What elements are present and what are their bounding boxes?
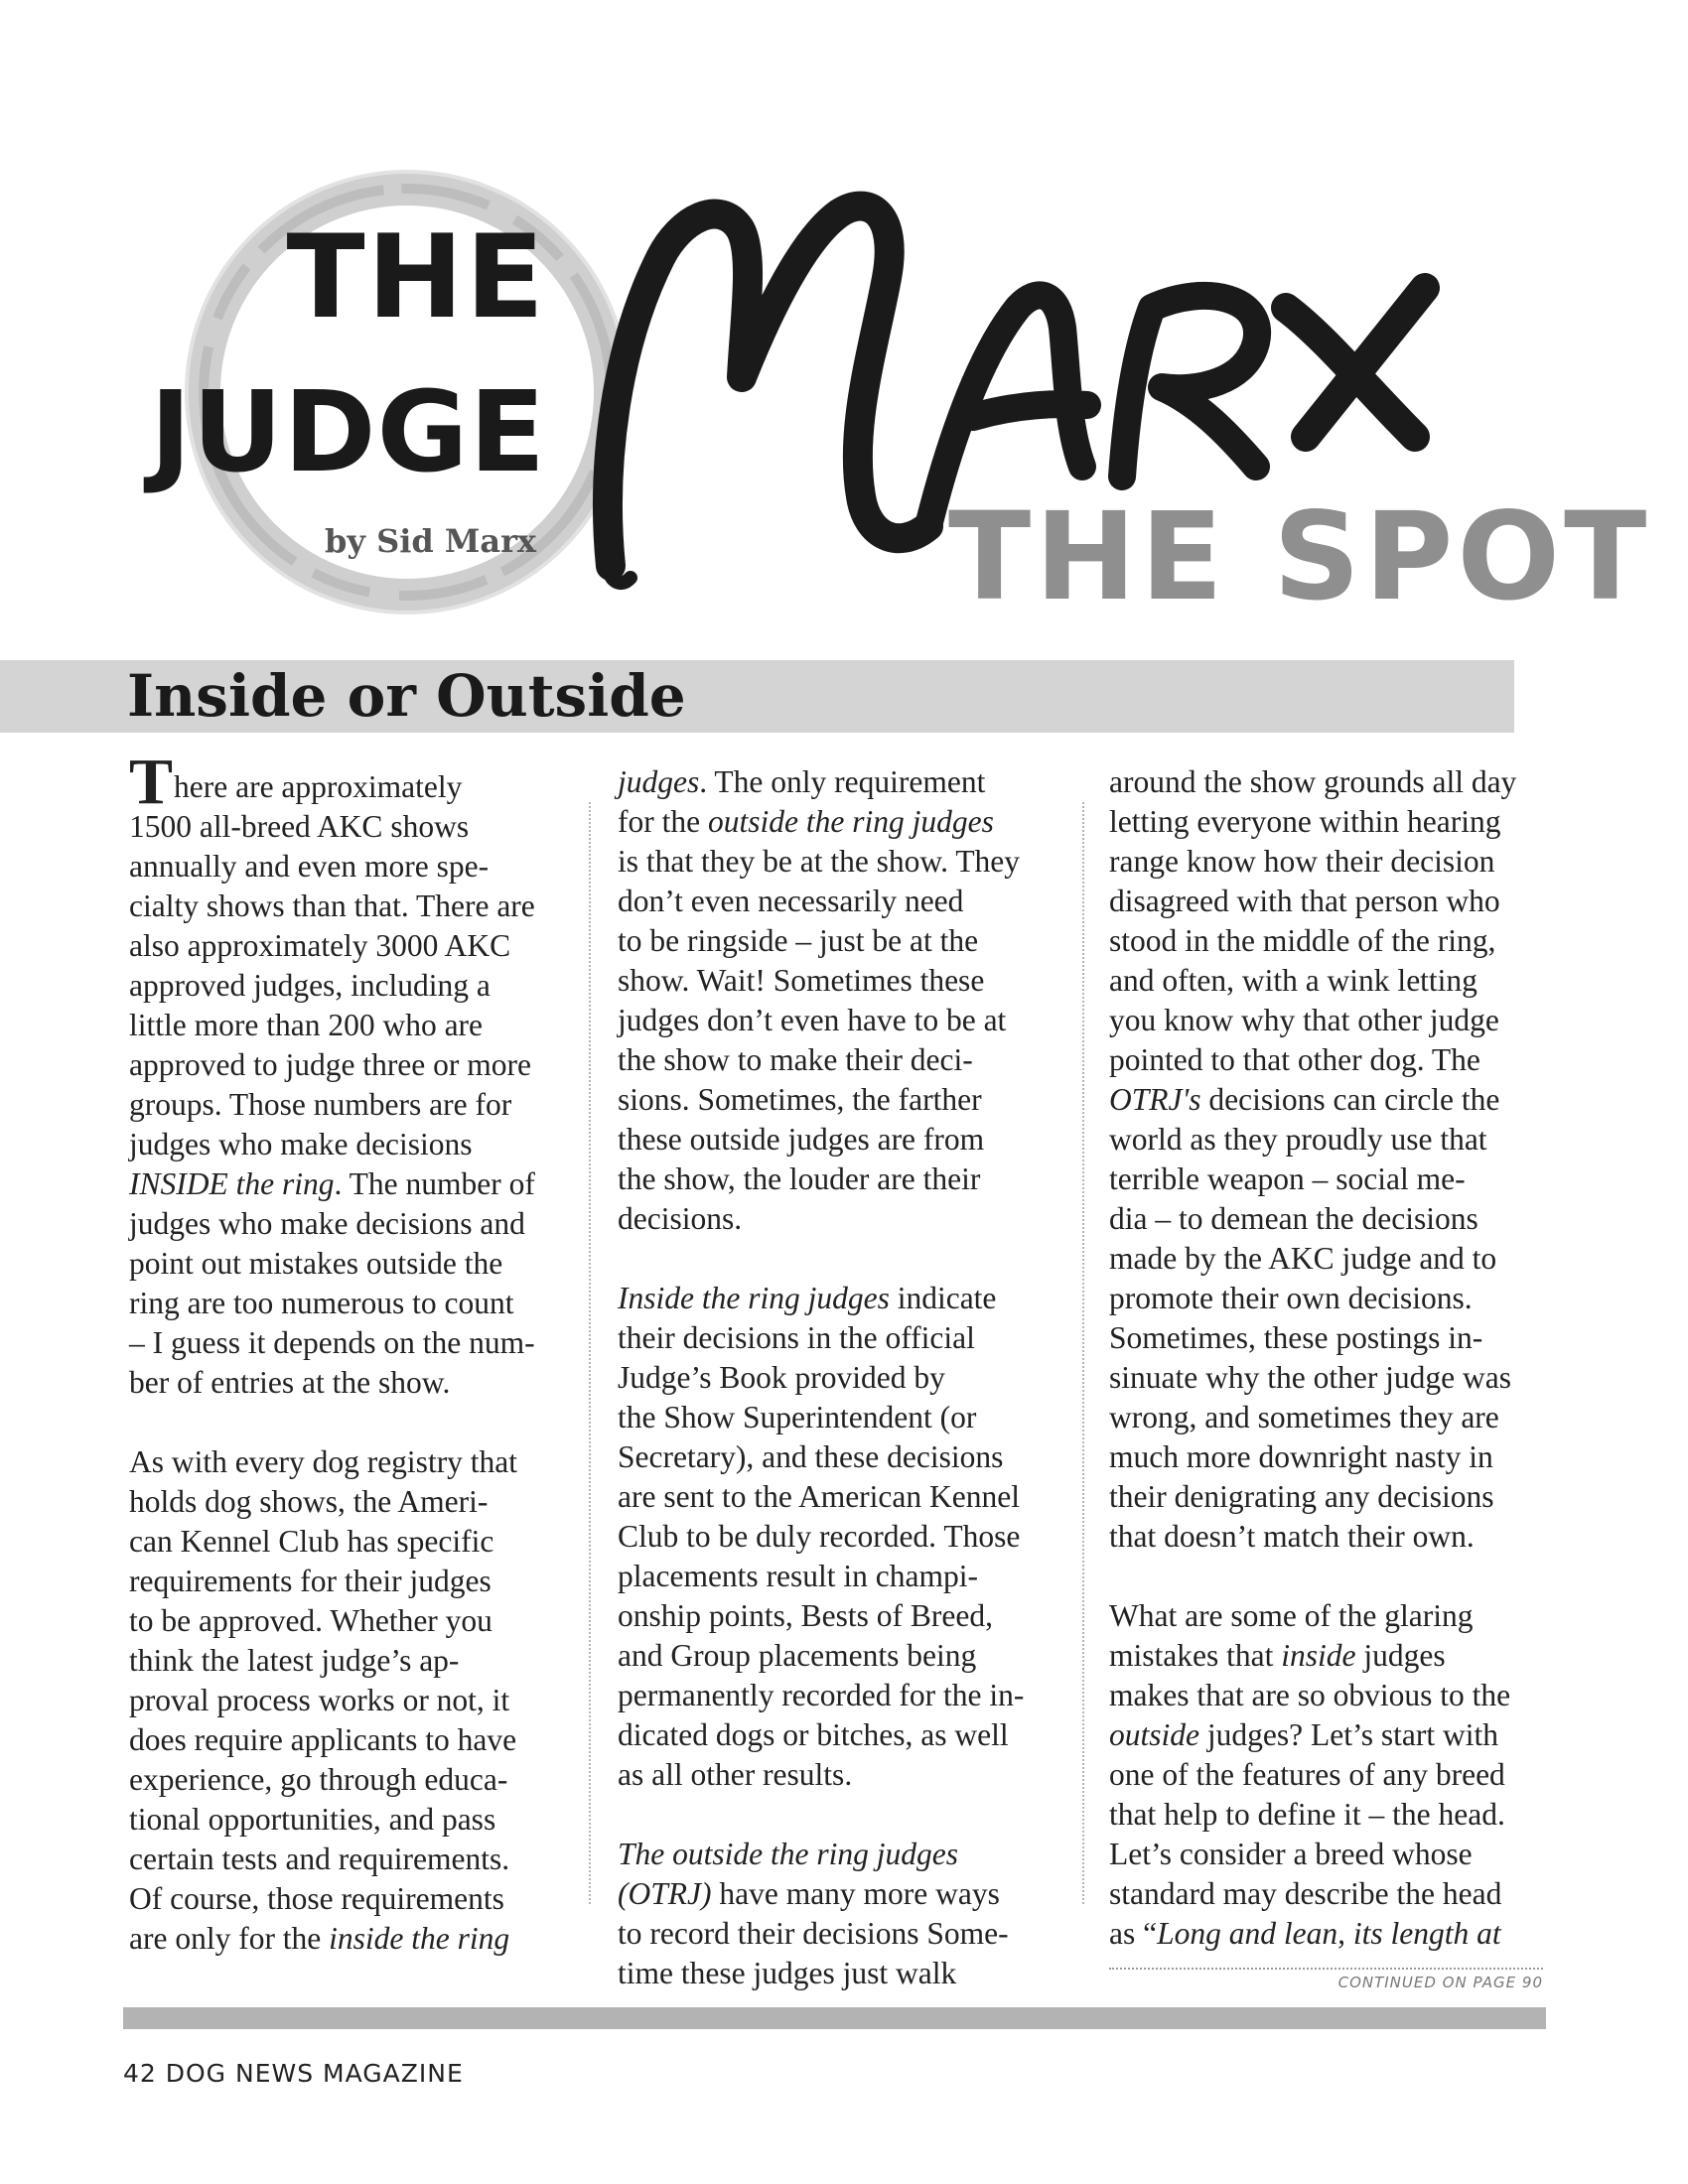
paragraph [1109, 762, 1546, 1557]
text-line: – I guess it depends on the num- [129, 1325, 535, 1360]
column-divider [589, 802, 591, 1904]
text-line: think the latest judge’s ap- [129, 1643, 460, 1678]
text-line: much more downright nasty in [1109, 1439, 1493, 1474]
text-line: that help to define it – the head. [1109, 1797, 1505, 1832]
text-line: annually and even more spe- [129, 849, 490, 884]
text-line: (OTRJ) have many more ways [618, 1876, 1000, 1911]
column-3 [1109, 762, 1546, 1993]
text-line: holds dog shows, the Ameri- [129, 1484, 489, 1519]
text-line: approved judges, including a [129, 968, 491, 1003]
text-line: makes that are so obvious to the [1109, 1678, 1511, 1712]
subtitle-the-spot: THE SPOT [948, 486, 1651, 627]
text-line: mistakes that inside judges [1109, 1638, 1446, 1673]
text-line: to record their decisions Some- [618, 1916, 1009, 1951]
text-line: judges don’t even have to be at [618, 1003, 1007, 1037]
text-line: requirements for their judges [129, 1564, 492, 1598]
text-line: tional opportunities, and pass [129, 1802, 496, 1837]
text-line: pointed to that other dog. The [1109, 1042, 1480, 1077]
text-line: outside judges? Let’s start with [1109, 1717, 1498, 1752]
text-line: OTRJ's decisions can circle the [1109, 1082, 1500, 1117]
text-line: the show, the louder are their [618, 1161, 981, 1196]
text-line: letting everyone within hearing [1109, 804, 1501, 839]
text-line: and Group placements being [618, 1638, 977, 1673]
text-line: Let’s consider a breed whose [1109, 1837, 1473, 1871]
text-line: as “Long and lean, its length at [1109, 1916, 1501, 1951]
text-line: cialty shows than that. There are [129, 888, 535, 923]
column-name-line1: THE [286, 210, 546, 344]
text-line: sinuate why the other judge was [1109, 1360, 1512, 1395]
column-2 [618, 762, 1055, 2033]
text-line: proval process works or not, it [129, 1683, 510, 1717]
text-line: terrible weapon – social me- [1109, 1161, 1466, 1196]
page-folio: 42 DOG NEWS MAGAZINE [123, 2059, 464, 2088]
text-line: the Show Superintendent (or [618, 1400, 977, 1434]
text-line: and often, with a wink letting [1109, 963, 1477, 998]
paragraph [129, 1442, 566, 1959]
text-line: What are some of the glaring [1109, 1598, 1474, 1633]
text-line: stood in the middle of the ring, [1109, 923, 1496, 958]
paragraph [1109, 1596, 1546, 1954]
text-line: ring are too numerous to count [129, 1286, 514, 1320]
continued-label: CONTINUED ON PAGE 90 [1337, 1974, 1543, 1991]
column-name [109, 210, 546, 497]
text-line: around the show grounds all day [1109, 764, 1517, 799]
text-line: dia – to demean the decisions [1109, 1201, 1478, 1236]
text-line: experience, go through educa- [129, 1762, 508, 1797]
paragraph [618, 1279, 1055, 1795]
text-line: Inside the ring judges indicate [618, 1281, 997, 1315]
text-line: as all other results. [618, 1757, 853, 1792]
text-line: judges who make decisions and [129, 1206, 525, 1241]
text-line: onship points, Bests of Breed, [618, 1598, 993, 1633]
text-line: INSIDE the ring. The number of [129, 1166, 535, 1201]
text-line: wrong, and sometimes they are [1109, 1400, 1499, 1434]
text-line: range know how their decision [1109, 844, 1495, 879]
text-line: permanently recorded for the in- [618, 1678, 1025, 1712]
text-line: you know why that other judge [1109, 1003, 1499, 1037]
text-line: ber of entries at the show. [129, 1365, 451, 1400]
text-line: for the outside the ring judges [618, 804, 994, 839]
drop-cap: T [129, 746, 174, 818]
text-line: Secretary), and these decisions [618, 1439, 1004, 1474]
text-line: their decisions in the official [618, 1320, 975, 1355]
text-line: their denigrating any decisions [1109, 1479, 1494, 1514]
paragraph [129, 746, 566, 1403]
text-line: decisions. [618, 1201, 743, 1236]
text-line: judges who make decisions [129, 1127, 473, 1161]
column-1 [129, 746, 566, 1998]
paragraph [618, 1835, 1055, 1993]
text-line: As with every dog registry that [129, 1444, 518, 1479]
title-band [0, 660, 1514, 733]
paragraph [618, 762, 1055, 1239]
text-line: does require applicants to have [129, 1722, 517, 1757]
text-line: are only for the inside the ring [129, 1921, 510, 1956]
text-line: The outside the ring judges [618, 1837, 958, 1871]
footer-bar [123, 2007, 1546, 2029]
text-line: world as they proudly use that [1109, 1122, 1487, 1157]
text-line: standard may describe the head [1109, 1876, 1502, 1911]
text-line: Of course, those requirements [129, 1881, 504, 1916]
text-line: sions. Sometimes, the farther [618, 1082, 982, 1117]
masthead [0, 0, 1688, 635]
text-line: also approximately 3000 AKC [129, 928, 511, 963]
text-line: dicated dogs or bitches, as well [618, 1717, 1009, 1752]
column-divider [1082, 802, 1084, 1904]
text-line: time these judges just walk [618, 1956, 957, 1990]
text-line: made by the AKC judge and to [1109, 1241, 1497, 1276]
text-line: There are approximately [129, 746, 463, 818]
text-line: placements result in champi- [618, 1559, 979, 1593]
text-line: 1500 all-breed AKC shows [129, 809, 470, 844]
text-line: approved to judge three or more [129, 1047, 531, 1082]
text-line: can Kennel Club has specific [129, 1524, 494, 1559]
text-line: Sometimes, these postings in- [1109, 1320, 1483, 1355]
text-line: point out mistakes outside the [129, 1246, 503, 1281]
text-line: little more than 200 who are [129, 1008, 484, 1042]
text-line: judges. The only requirement [618, 764, 986, 799]
text-line: Club to be duly recorded. Those [618, 1519, 1021, 1554]
byline: by Sid Marx [325, 522, 536, 560]
text-line: groups. Those numbers are for [129, 1087, 512, 1122]
article-title: Inside or Outside [127, 662, 686, 730]
continued-rule [1109, 1968, 1543, 1970]
text-line: show. Wait! Sometimes these [618, 963, 985, 998]
text-line: is that they be at the show. They [618, 844, 1021, 879]
text-line: promote their own decisions. [1109, 1281, 1473, 1315]
text-line: to be ringside – just be at the [618, 923, 979, 958]
text-line: to be approved. Whether you [129, 1603, 492, 1638]
text-line: that doesn’t match their own. [1109, 1519, 1475, 1554]
text-line: these outside judges are from [618, 1122, 985, 1157]
text-line: certain tests and requirements. [129, 1842, 510, 1876]
text-line: don’t even necessarily need [618, 884, 964, 918]
text-line: disagreed with that person who [1109, 884, 1500, 918]
text-line: one of the features of any breed [1109, 1757, 1505, 1792]
column-name-line2: JUDGE [149, 368, 546, 497]
text-line: are sent to the American Kennel [618, 1479, 1020, 1514]
text-line: the show to make their deci- [618, 1042, 973, 1077]
text-line: Judge’s Book provided by [618, 1360, 945, 1395]
